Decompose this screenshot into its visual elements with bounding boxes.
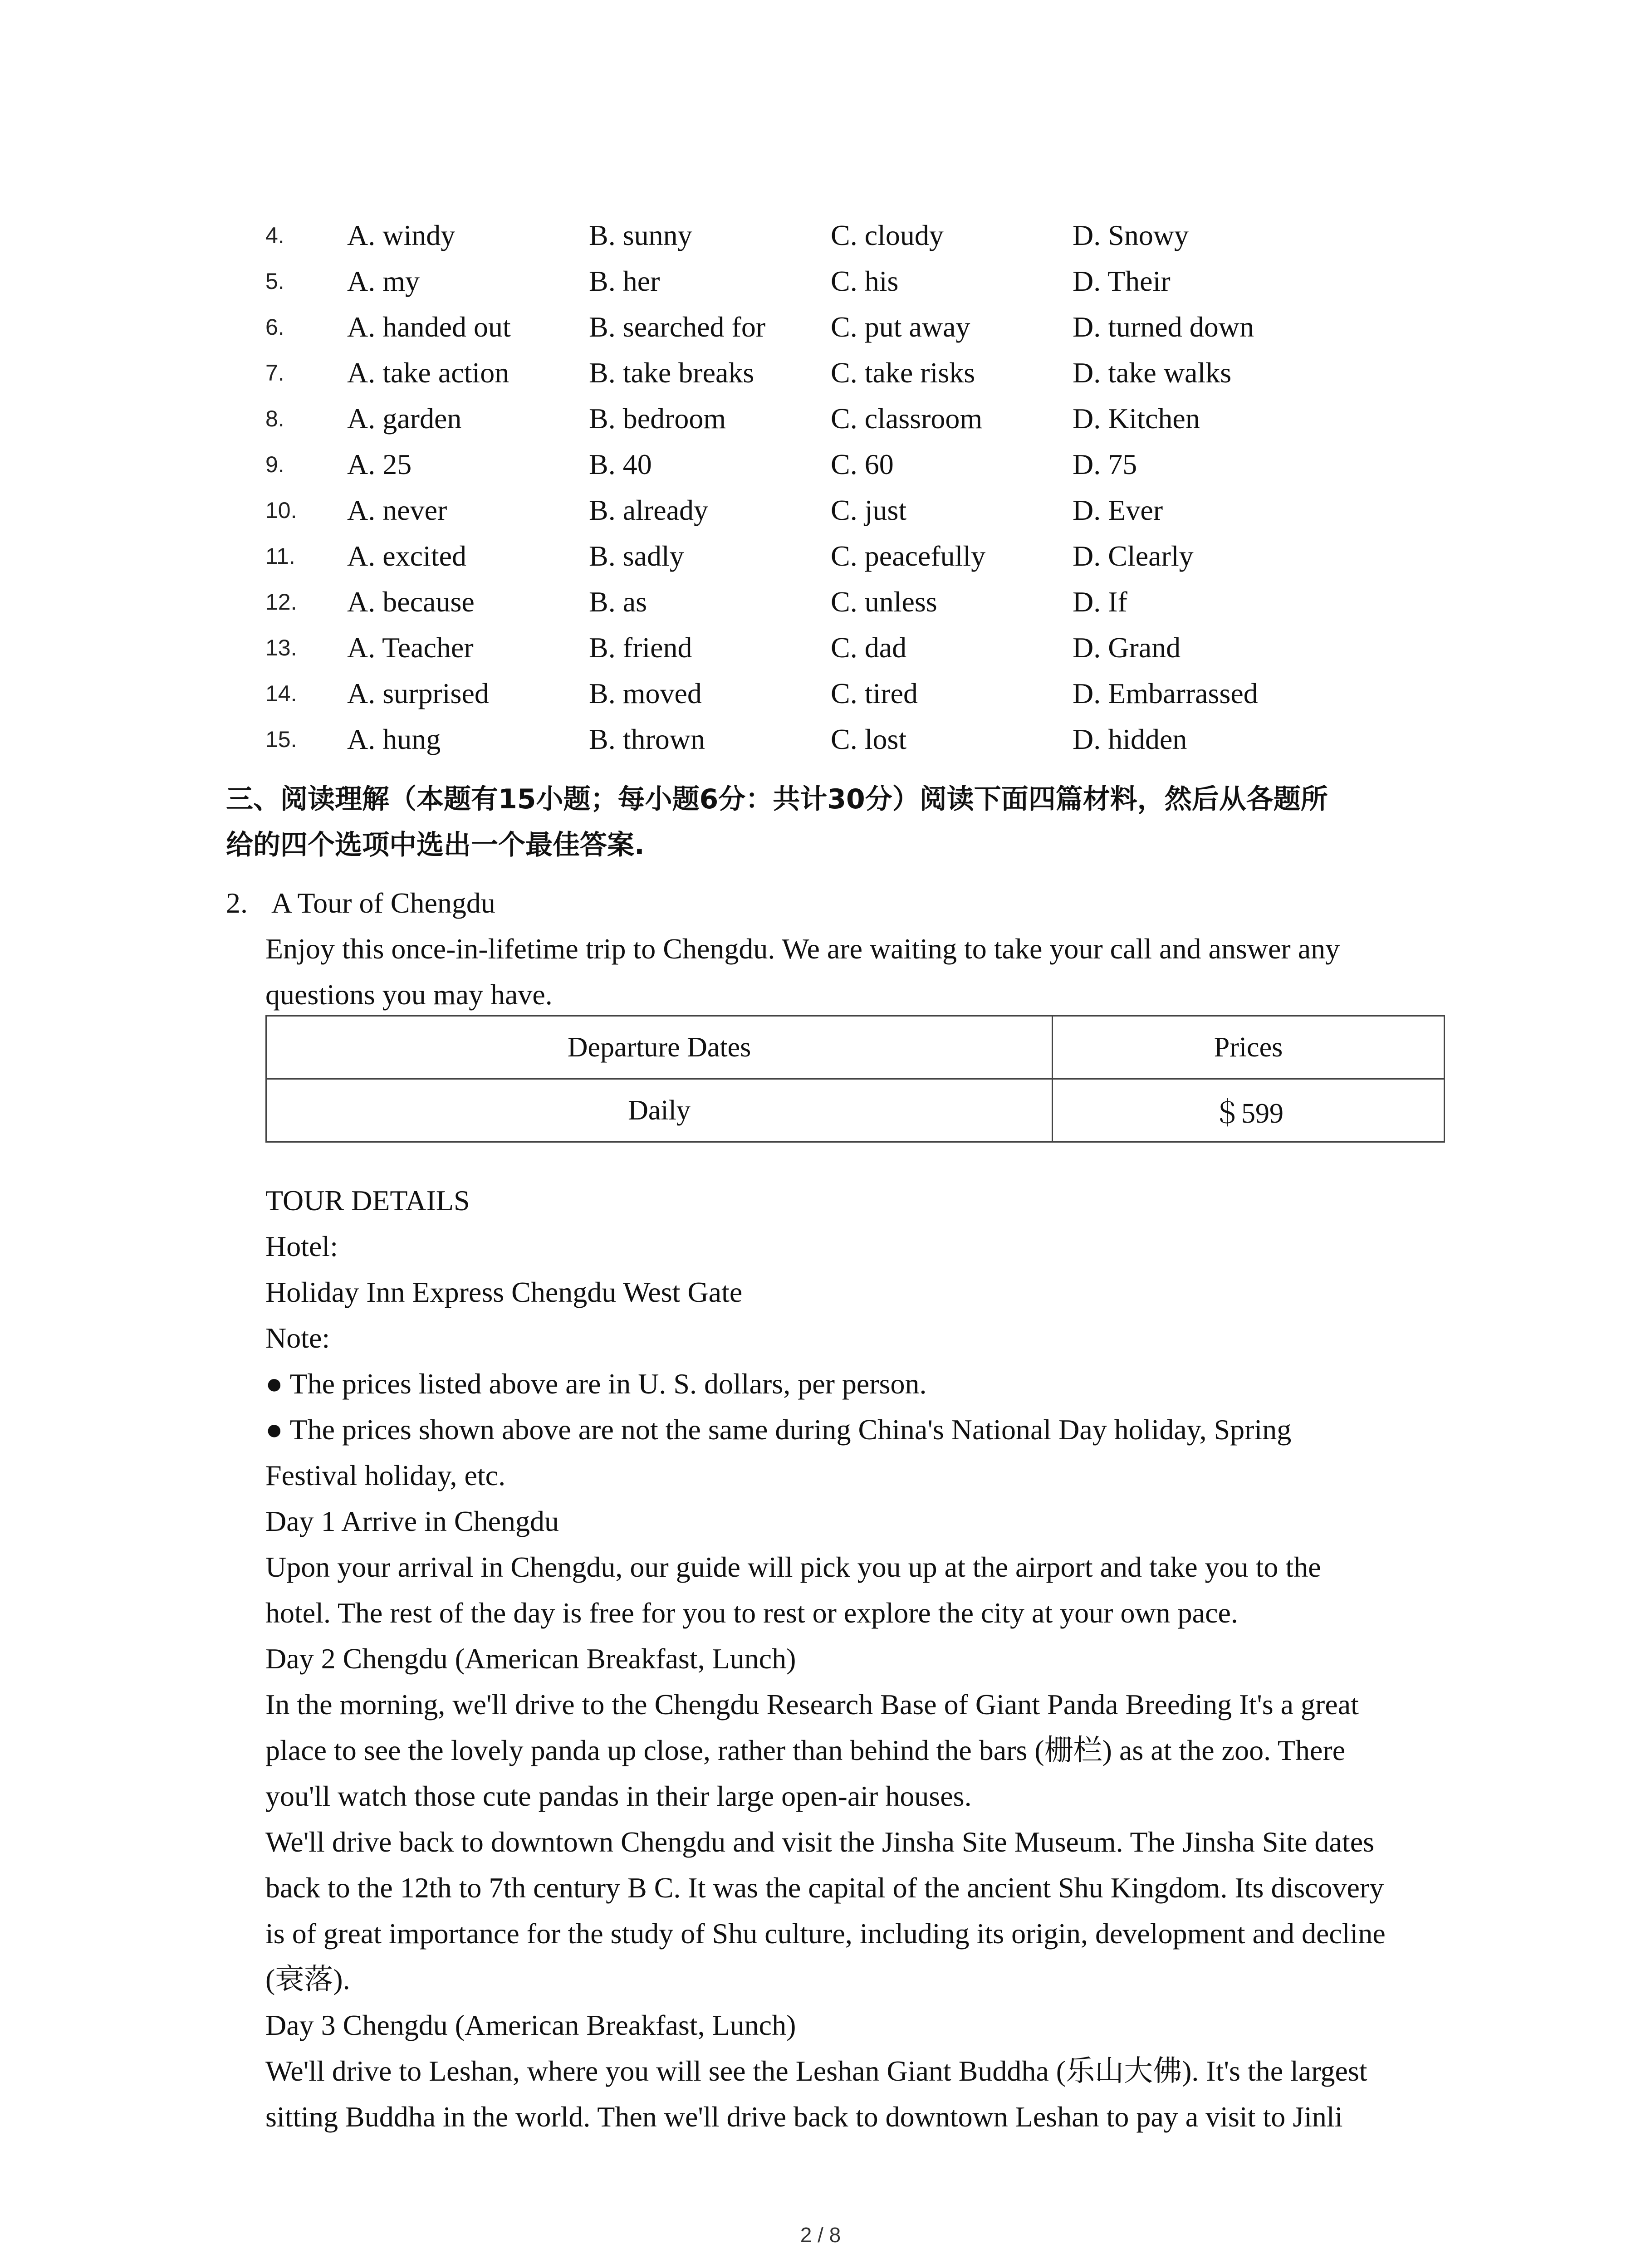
option-a: A. excited <box>347 539 466 572</box>
option-b: B. moved <box>589 677 702 709</box>
option-row <box>265 350 1354 396</box>
option-c: C. his <box>831 264 899 297</box>
option-number: 8. <box>265 406 284 431</box>
answer-options-list <box>265 212 1354 762</box>
detail-line: sitting Buddha in the world. Then we'll drive back to downtown Leshan to pay a visit to Jinli <box>265 2101 1343 2133</box>
option-a: A. Teacher <box>347 631 474 664</box>
tour-details <box>265 1178 1454 2140</box>
question-title <box>226 880 495 926</box>
detail-line: back to the 12th to 7th century B C. It was the capital of the ancient Shu Kingdom. Its discovery <box>265 1872 1384 1904</box>
option-d: D. hidden <box>1073 723 1187 755</box>
detail-line: you'll watch those cute pandas in their large open-air houses. <box>265 1780 972 1812</box>
option-a: A. windy <box>347 219 456 251</box>
option-d: D. Kitchen <box>1073 402 1200 435</box>
option-number: 4. <box>265 222 284 248</box>
option-a: A. my <box>347 264 420 297</box>
option-row <box>265 533 1354 579</box>
option-c: C. lost <box>831 723 907 755</box>
option-number: 10. <box>265 497 297 523</box>
option-c: C. just <box>831 494 907 526</box>
detail-line: ● The prices shown above are not the same during China's National Day holiday, Spring <box>265 1413 1292 1446</box>
option-d: D. Their <box>1073 264 1171 297</box>
detail-line: place to see the lovely panda up close, rather than behind the bars (栅栏) as at the zoo. There <box>265 1734 1346 1766</box>
option-row <box>265 212 1354 258</box>
option-d: D. Embarrassed <box>1073 677 1258 709</box>
detail-line: ● The prices listed above are in U. S. dollars, per person. <box>265 1368 927 1400</box>
option-number: 14. <box>265 680 297 706</box>
option-d: D. 75 <box>1073 448 1137 480</box>
option-number: 12. <box>265 589 297 615</box>
option-number: 7. <box>265 360 284 386</box>
table-cell: ＄599 <box>1053 1079 1445 1142</box>
option-d: D. Grand <box>1073 631 1181 664</box>
detail-line: is of great importance for the study of Shu culture, including its origin, development and decline <box>265 1917 1386 1950</box>
detail-line: (衰落). <box>265 1963 350 1995</box>
option-b: B. 40 <box>589 448 652 480</box>
detail-line: We'll drive back to downtown Chengdu and visit the Jinsha Site Museum. The Jinsha Site dates <box>265 1826 1374 1858</box>
detail-line: TOUR DETAILS <box>265 1184 470 1217</box>
detail-line: Holiday Inn Express Chengdu West Gate <box>265 1276 743 1308</box>
option-a: A. because <box>347 585 475 618</box>
option-number: 13. <box>265 635 297 660</box>
option-number: 11. <box>265 543 295 569</box>
option-c: C. 60 <box>831 448 894 480</box>
detail-line: Day 2 Chengdu (American Breakfast, Lunch) <box>265 1642 796 1675</box>
option-c: C. cloudy <box>831 219 944 251</box>
section-heading-line: 给的四个选项中选出一个最佳答案. <box>226 829 645 861</box>
option-number: 15. <box>265 726 297 752</box>
passage-intro <box>265 926 1454 1017</box>
option-b: B. sunny <box>589 219 692 251</box>
detail-line: Hotel: <box>265 1230 338 1262</box>
passage-title: A Tour of Chengdu <box>271 887 495 919</box>
option-c: C. classroom <box>831 402 983 435</box>
option-a: A. never <box>347 494 447 526</box>
table-header-row <box>266 1016 1445 1079</box>
section-heading-line: 三、阅读理解（本题有15小题；每小题6分：共计30分）阅读下面四篇材料，然后从各题所 <box>226 783 1328 815</box>
option-c: C. dad <box>831 631 907 664</box>
option-b: B. sadly <box>589 539 684 572</box>
option-b: B. thrown <box>589 723 705 755</box>
intro-line: questions you may have. <box>265 978 553 1011</box>
intro-line: Enjoy this once-in-lifetime trip to Chengdu. We are waiting to take your call and answer any <box>265 933 1340 965</box>
option-a: A. surprised <box>347 677 489 709</box>
option-a: A. garden <box>347 402 462 435</box>
table-header-cell: Departure Dates <box>266 1016 1053 1079</box>
option-row <box>265 258 1354 304</box>
option-b: B. friend <box>589 631 692 664</box>
option-row <box>265 304 1354 350</box>
option-a: A. handed out <box>347 310 511 343</box>
option-row <box>265 441 1354 487</box>
option-number: 9. <box>265 451 284 477</box>
option-row <box>265 625 1354 670</box>
option-a: A. hung <box>347 723 441 755</box>
option-d: D. take walks <box>1073 356 1232 389</box>
option-b: B. take breaks <box>589 356 754 389</box>
option-a: A. take action <box>347 356 509 389</box>
detail-line: Upon your arrival in Chengdu, our guide will pick you up at the airport and take you to the <box>265 1551 1321 1583</box>
detail-line: Day 3 Chengdu (American Breakfast, Lunch) <box>265 2009 796 2041</box>
option-d: D. If <box>1073 585 1127 618</box>
option-b: B. as <box>589 585 647 618</box>
option-d: D. Snowy <box>1073 219 1189 251</box>
option-c: C. take risks <box>831 356 975 389</box>
option-row <box>265 579 1354 625</box>
question-number: 2. <box>226 887 248 919</box>
option-d: D. turned down <box>1073 310 1254 343</box>
option-d: D. Ever <box>1073 494 1163 526</box>
detail-line: Day 1 Arrive in Chengdu <box>265 1505 559 1537</box>
option-c: C. unless <box>831 585 937 618</box>
detail-line: Festival holiday, etc. <box>265 1459 506 1491</box>
tour-price-table <box>265 1015 1445 1143</box>
detail-line: We'll drive to Leshan, where you will see the Leshan Giant Buddha (乐山大佛). It's the largest <box>265 2055 1367 2087</box>
option-c: C. put away <box>831 310 970 343</box>
option-row <box>265 670 1354 716</box>
section-heading <box>226 777 1451 868</box>
option-d: D. Clearly <box>1073 539 1194 572</box>
detail-line: In the morning, we'll drive to the Chengdu Research Base of Giant Panda Breeding It's a great <box>265 1688 1359 1721</box>
option-row <box>265 487 1354 533</box>
table-header-cell: Prices <box>1053 1016 1445 1079</box>
table-cell: Daily <box>266 1079 1053 1142</box>
detail-line: Note: <box>265 1322 330 1354</box>
page-number: 2 / 8 <box>800 2223 841 2247</box>
option-c: C. tired <box>831 677 918 709</box>
option-row <box>265 396 1354 441</box>
option-b: B. her <box>589 264 660 297</box>
option-number: 6. <box>265 314 284 340</box>
option-number: 5. <box>265 268 284 294</box>
option-b: B. already <box>589 494 708 526</box>
option-a: A. 25 <box>347 448 412 480</box>
option-row <box>265 716 1354 762</box>
table-row <box>266 1079 1445 1142</box>
detail-line: hotel. The rest of the day is free for you to rest or explore the city at your own pace. <box>265 1597 1238 1629</box>
option-b: B. bedroom <box>589 402 726 435</box>
option-c: C. peacefully <box>831 539 986 572</box>
option-b: B. searched for <box>589 310 766 343</box>
